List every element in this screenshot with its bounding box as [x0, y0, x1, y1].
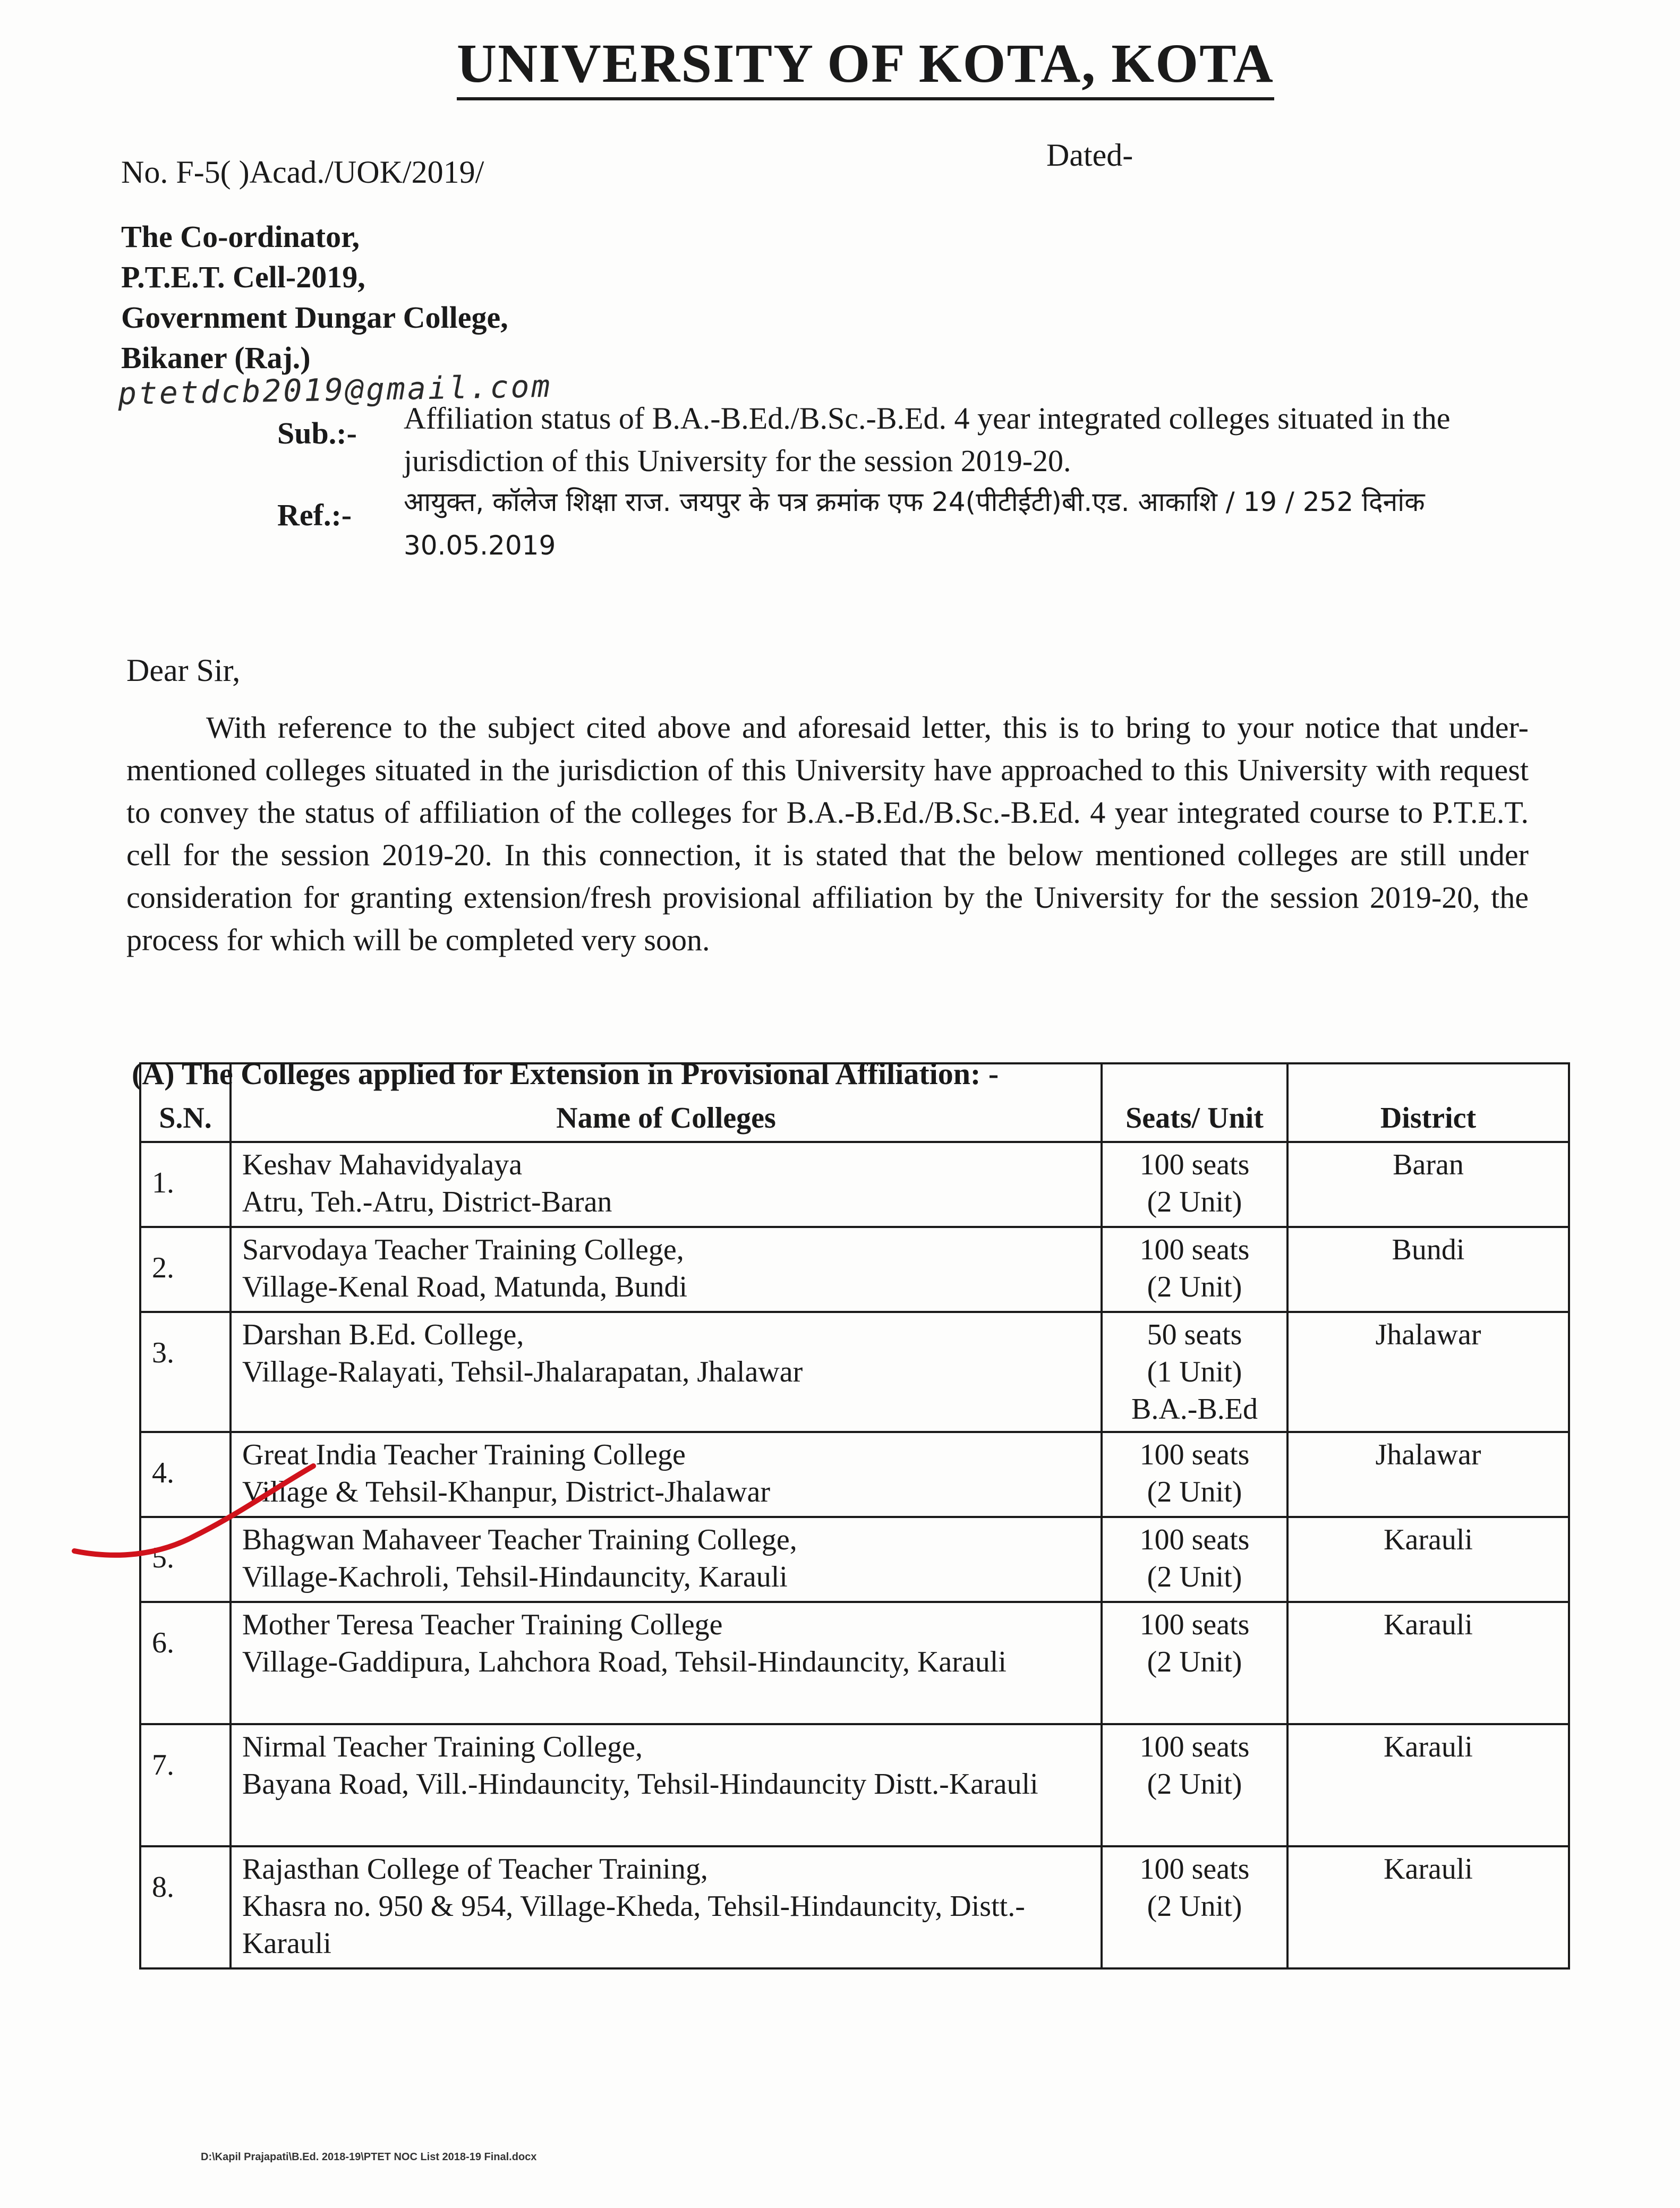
address-line: Bikaner (Raj.) — [121, 340, 311, 375]
table-row — [140, 1846, 1569, 1968]
college-name: Rajasthan College of Teacher Training, — [242, 1853, 708, 1886]
seats-count: 100 seats — [1139, 1438, 1250, 1471]
cell-district: Jhalawar — [1287, 1312, 1569, 1432]
seats-count: 100 seats — [1139, 1608, 1250, 1641]
seats-count: 100 seats — [1139, 1853, 1250, 1886]
seats-count: 50 seats — [1147, 1318, 1242, 1351]
cell-district: Karauli — [1287, 1602, 1569, 1724]
seats-count: 100 seats — [1139, 1730, 1250, 1763]
cell-seats — [1102, 1432, 1287, 1517]
address-line: Government Dungar College, — [121, 300, 508, 335]
recipient-address — [121, 217, 508, 378]
seats-units: (2 Unit) — [1147, 1271, 1242, 1303]
dated-label: Dated- — [1046, 138, 1133, 173]
college-name: Nirmal Teacher Training College, — [242, 1730, 643, 1763]
cell-district: Karauli — [1287, 1724, 1569, 1846]
subject-label: Sub.:- — [277, 416, 357, 450]
column-header-name: Name of Colleges — [231, 1063, 1102, 1142]
college-address: Village-Kachroli, Tehsil-Hindauncity, Karauli — [242, 1561, 788, 1593]
reference-label: Ref.:- — [277, 498, 352, 532]
table-row — [140, 1142, 1569, 1227]
college-address: Village & Tehsil-Khanpur, District-Jhalawar — [242, 1476, 771, 1508]
address-line: The Co-ordinator, — [121, 219, 360, 254]
table-row — [140, 1432, 1569, 1517]
cell-sn: 8. — [140, 1846, 231, 1968]
seats-course: B.A.-B.Ed — [1131, 1393, 1258, 1426]
college-address: Atru, Teh.-Atru, District-Baran — [242, 1186, 612, 1218]
cell-college-name — [231, 1142, 1102, 1227]
seats-count: 100 seats — [1139, 1523, 1250, 1556]
reference-number: No. F-5( )Acad./UOK/2019/ — [121, 155, 484, 190]
red-pen-annotation — [69, 1455, 324, 1562]
seats-units: (2 Unit) — [1147, 1768, 1242, 1801]
colleges-table — [139, 1062, 1570, 1970]
cell-college-name — [231, 1724, 1102, 1846]
cell-sn: 7. — [140, 1724, 231, 1846]
cell-seats — [1102, 1517, 1287, 1602]
seats-units: (2 Unit) — [1147, 1646, 1242, 1678]
cell-sn: 2. — [140, 1227, 231, 1312]
college-name: Darshan B.Ed. College, — [242, 1318, 524, 1351]
cell-sn: 1. — [140, 1142, 231, 1227]
cell-college-name — [231, 1227, 1102, 1312]
cell-district: Karauli — [1287, 1517, 1569, 1602]
red-pen-stroke — [74, 1466, 313, 1555]
seats-units: (2 Unit) — [1147, 1561, 1242, 1593]
table-row — [140, 1517, 1569, 1602]
table-row — [140, 1602, 1569, 1724]
college-name: Bhagwan Mahaveer Teacher Training College, — [242, 1523, 797, 1556]
cell-district: Bundi — [1287, 1227, 1569, 1312]
column-header-sn: S.N. — [140, 1063, 231, 1142]
cell-seats — [1102, 1602, 1287, 1724]
cell-district: Karauli — [1287, 1846, 1569, 1968]
cell-college-name — [231, 1432, 1102, 1517]
college-name: Great India Teacher Training College — [242, 1438, 686, 1471]
college-address: Village-Gaddipura, Lahchora Road, Tehsil-Hindauncity, Karauli — [242, 1646, 1007, 1678]
seats-units: (2 Unit) — [1147, 1186, 1242, 1218]
cell-seats — [1102, 1724, 1287, 1846]
letterhead-title: UNIVERSITY OF KOTA, KOTA — [457, 32, 1274, 100]
cell-sn: 3. — [140, 1312, 231, 1432]
seats-units: (2 Unit) — [1147, 1890, 1242, 1923]
handwritten-email: ptetdcb2019@gmail.com — [117, 368, 552, 412]
college-address: Khasra no. 950 & 954, Village-Kheda, Tehsil-Hindauncity, Distt.-Karauli — [242, 1890, 1025, 1960]
cell-college-name — [231, 1517, 1102, 1602]
cell-seats — [1102, 1227, 1287, 1312]
seats-units: (2 Unit) — [1147, 1476, 1242, 1508]
address-line: P.T.E.T. Cell-2019, — [121, 260, 365, 294]
cell-seats — [1102, 1142, 1287, 1227]
cell-sn: 4. — [140, 1432, 231, 1517]
college-name: Sarvodaya Teacher Training College, — [242, 1233, 684, 1266]
column-header-district: District — [1287, 1063, 1569, 1142]
cell-district: Jhalawar — [1287, 1432, 1569, 1517]
column-header-seats: Seats/ Unit — [1102, 1063, 1287, 1142]
table-row — [140, 1227, 1569, 1312]
college-address: Village-Kenal Road, Matunda, Bundi — [242, 1271, 688, 1303]
college-address: Bayana Road, Vill.-Hindauncity, Tehsil-Hindauncity Distt.-Karauli — [242, 1768, 1038, 1801]
seats-count: 100 seats — [1139, 1233, 1250, 1266]
college-name: Keshav Mahavidyalaya — [242, 1148, 523, 1181]
table-row — [140, 1312, 1569, 1432]
footer-file-path: D:\Kapil Prajapati\B.Ed. 2018-19\PTET NOC List 2018-19 Final.docx — [201, 2151, 537, 2163]
table-row — [140, 1724, 1569, 1846]
reference-text: आयुक्त, कॉलेज शिक्षा राज. जयपुर के पत्र क्रमांक एफ 24(पीटीईटी)बी.एड. आकाशि / 19 / 252 दिनांक 30.05.2019 — [404, 487, 1425, 561]
cell-sn: 6. — [140, 1602, 231, 1724]
cell-district: Baran — [1287, 1142, 1569, 1227]
seats-count: 100 seats — [1139, 1148, 1250, 1181]
salutation: Dear Sir, — [126, 653, 241, 688]
seats-units: (1 Unit) — [1147, 1356, 1242, 1388]
college-name: Mother Teresa Teacher Training College — [242, 1608, 723, 1641]
college-address: Village-Ralayati, Tehsil-Jhalarapatan, Jhalawar — [242, 1356, 803, 1388]
subject-text: Affiliation status of B.A.-B.Ed./B.Sc.-B.Ed. 4 year integrated colleges situated in the jurisdiction of this University for the session 2019-20. — [404, 401, 1451, 478]
cell-college-name — [231, 1846, 1102, 1968]
cell-college-name — [231, 1312, 1102, 1432]
body-paragraph: With reference to the subject cited above and aforesaid letter, this is to bring to your notice that under-mentioned colleges situated in the jurisdiction of this University have approached to this University with request to convey the status of affiliation of the colleges for B.A.-B.Ed./B.Sc.-B.Ed. 4 year integrated course to P.T.E.T. cell for the session 2019-20. In this connection, it is stated that the below mentioned colleges are still under consideration for granting extension/fresh provisional affiliation by the University for the session 2019-20, the process for which will be completed very soon. — [126, 710, 1529, 957]
cell-seats — [1102, 1312, 1287, 1432]
cell-seats — [1102, 1846, 1287, 1968]
section-a-heading: (A) The Colleges applied for Extension in Provisional Affiliation: - — [132, 1056, 999, 1091]
cell-college-name — [231, 1602, 1102, 1724]
table-header-row — [140, 1063, 1569, 1142]
cell-sn: 5. — [140, 1517, 231, 1602]
